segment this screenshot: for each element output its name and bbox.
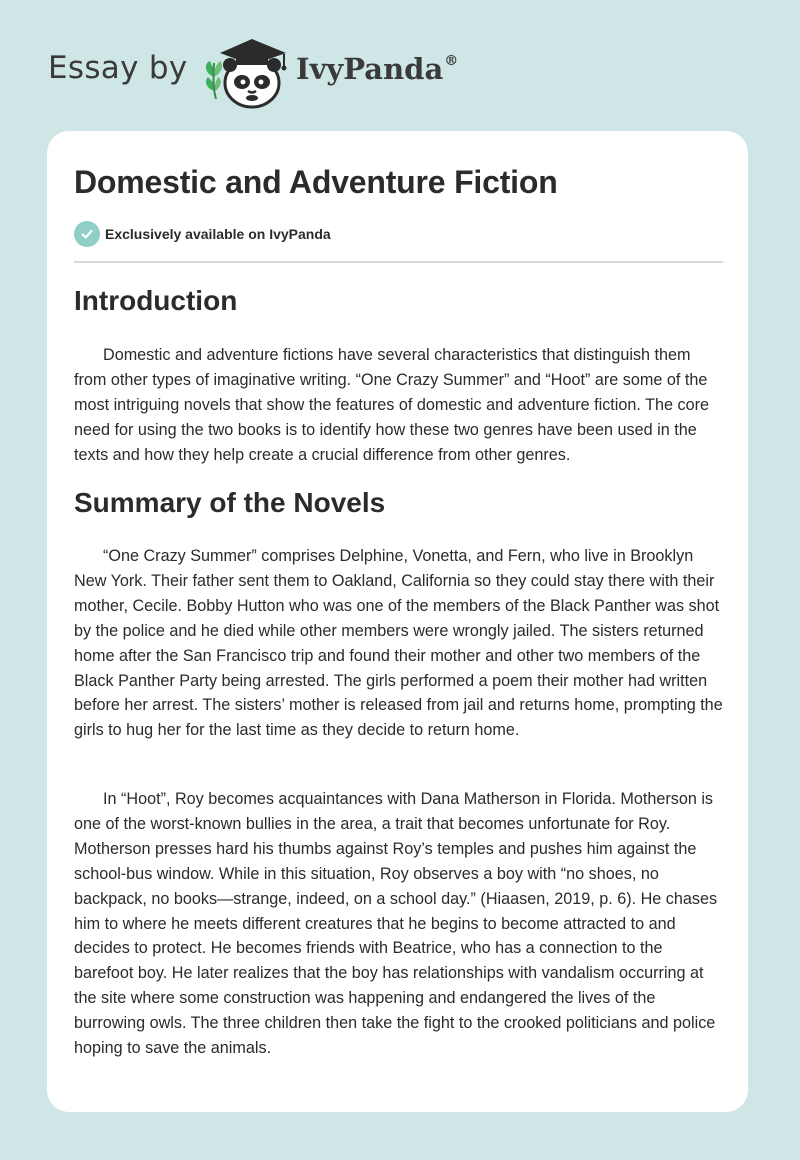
page-title: Domestic and Adventure Fiction	[74, 164, 558, 200]
divider	[74, 261, 723, 263]
paragraph: “One Crazy Summer” comprises Delphine, Vonetta, and Fern, who live in Brooklyn New York. Their father sent them to Oakland, California so they could stay there with their mother, Cecile. Bobby Hutton who was one of the members of the Black Panther was shot by the police and he died while other members were wrongly jailed. The sisters returned home after the San Francisco trip and found their mother and other two members of the Black Panther Party being arrested. The girls performed a poem their mother had written before her arrest. The sisters’ mother is released from jail and returns home, prompting the girls to hug her for the last time as they decide to return home.	[74, 547, 723, 740]
exclusive-label: Exclusively available on IvyPanda	[105, 226, 331, 242]
ivypanda-logo[interactable]	[200, 33, 296, 111]
essay-by-label: Essay by	[48, 50, 188, 86]
exclusive-badge	[74, 221, 331, 247]
paragraph: Domestic and adventure fictions have several characteristics that distinguish them from other types of imaginative writing. “One Crazy Summer” and “Hoot” are some of the most intriguing novels that show the features of domestic and adventure fiction. The core need for using the two books is to identify how these two genres have been used in the texts and how they help create a crucial difference from other genres.	[74, 346, 709, 464]
panda-graduate-icon	[200, 33, 296, 111]
site-header	[0, 0, 800, 130]
brand-text: IvyPanda	[296, 52, 444, 86]
registered-mark: ®	[444, 53, 459, 69]
paragraph: In “Hoot”, Roy becomes acquaintances with Dana Matherson in Florida. Motherson is one of the worst-known bullies in the area, a trait that becomes unfortunate for Roy. Motherson presses hard his thumbs against Roy’s temples and pushes him against the school-bus window. While in this situation, Roy observes a boy with “no shoes, no backpack, no books—strange, indeed, on a school day.” (Hiaasen, 2019, p. 6). He chases him to where he meets different creatures that he begins to become attracted to and decides to protect. He becomes friends with Beatrice, who has a connection to the barefoot boy. He later realizes that the boy has relationships with vandalism occurring at the site where some construction was happening and endangered the lives of the burrowing owls. The three children then take the fight to the crooked politicians and police hoping to save the animals.	[74, 790, 718, 1058]
check-icon	[74, 221, 100, 247]
section-heading-summary: Summary of the Novels	[74, 487, 386, 518]
article-card	[47, 131, 748, 1112]
section-heading-introduction: Introduction	[74, 285, 238, 316]
brand-name[interactable]	[296, 52, 458, 86]
